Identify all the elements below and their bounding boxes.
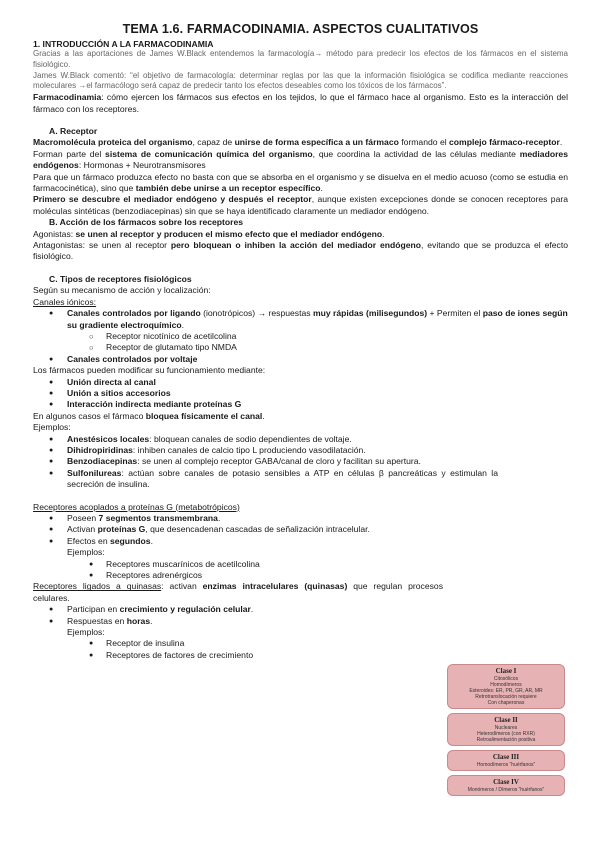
class-i-line: Esteroides: ER, PR, GR, AR, MR: [469, 688, 543, 694]
list-item: ○ Receptor nicotínico de acetilcolina: [33, 331, 568, 342]
class-ii-line: Retroalimentación positiva: [476, 737, 536, 743]
class-iv-title: Clase IV: [493, 778, 519, 786]
class-ii-title: Clase II: [494, 716, 518, 724]
list-item: ● Dihidropiridinas: inhiben canales de calcio tipo L produciendo vasodilatación.: [33, 445, 568, 456]
ejemplos-list: [33, 434, 568, 491]
list-item: ● Interacción indirecta mediante proteínas G: [33, 399, 568, 410]
list-item: ● Receptores muscarínicos de acetilcolina: [33, 559, 568, 570]
ejemplos-label: Ejemplos:: [33, 422, 71, 433]
receptor-paragraph-2: Forman parte del sistema de comunicación química del organismo, que coordina la actividad de las células mediante mediadores endógenos: Hormonas + Neurotransmisores: [33, 148, 568, 171]
canales-ionicos-heading: Canales iónicos:: [33, 296, 97, 307]
list-item: ● Poseen 7 segmentos transmembrana.: [33, 513, 443, 524]
class-ii-line: Heterodímeros (con RXR): [477, 731, 535, 737]
receptor-paragraph-4: Primero se descubre el mediador endógeno y después el receptor, aunque existen excepciones donde se conocen receptores para moléculas sintéticas (benzodiacepinas) sin que se haya identificado claramente un mediador endógeno.: [33, 194, 569, 216]
gprot-list: [33, 513, 443, 547]
class-ii-box: [447, 713, 565, 746]
list-item: ● Respuestas en horas.: [33, 616, 443, 627]
receptor-paragraph-1: Macromolécula proteica del organismo, capaz de unirse de forma específica a un fármaco formando el complejo fármaco-receptor.: [33, 137, 563, 148]
canales-list: [33, 308, 568, 365]
class-i-line: Citosólicos: [493, 676, 519, 682]
class-i-line: Con chaperonas: [487, 700, 525, 706]
class-i-box: [447, 664, 565, 709]
gprot-heading: Receptores acoplados a proteínas G (metabotrópicos): [33, 501, 240, 512]
modificar-paragraph: Los fármacos pueden modificar su funcionamiento mediante:: [33, 365, 266, 376]
gprot-ejemplos-label: Ejemplos:: [67, 547, 105, 558]
list-item: ● Sulfonilureas: actúan sobre canales de potasio sensibles a ATP en células β pancreáticas y estimulan la secreción de insulina.: [33, 468, 568, 491]
class-iii-title: Clase III: [492, 753, 520, 761]
list-item: ● Anestésicos locales: bloquean canales de sodio dependientes de voltaje.: [33, 434, 568, 445]
list-item: ● Receptores de factores de crecimiento: [33, 650, 568, 661]
list-item: ● Receptor de insulina: [33, 638, 568, 649]
class-iii-line: Homodímeros “huérfanos”: [476, 762, 536, 768]
section-heading-intro: 1. INTRODUCCIÓN A LA FARMACODINAMIA: [33, 39, 214, 49]
subheading-accion: B. Acción de los fármacos sobre los receptores: [49, 217, 244, 228]
quinasas-list: [33, 604, 443, 627]
class-i-line: Retrotranslocación requiere: [475, 694, 537, 700]
list-item: ● Benzodiacepinas: se unen al complejo receptor GABA/canal de cloro y facilitan su apertura.: [33, 456, 568, 467]
class-iv-line: Monómeros / Dímeros “huérfanos”: [467, 787, 545, 793]
class-iv-box: [447, 775, 565, 796]
subheading-tipos: C. Tipos de receptores fisiológicos: [49, 273, 192, 284]
list-item: ● Unión a sitios accesorios: [33, 388, 568, 399]
antagonistas-paragraph: Antagonistas: se unen al receptor pero bloquean o inhiben la acción del mediador endógeno, evitando que se produzca el efecto fisiológico.: [33, 240, 569, 262]
list-item: ● Activan proteínas G, que desencadenan cascadas de señalización intracelular.: [33, 524, 443, 535]
list-item: ● Efectos en segundos.: [33, 536, 443, 547]
class-i-line: Homodímeros: [490, 682, 522, 688]
list-item: ● Participan en crecimiento y regulación celular.: [33, 604, 443, 615]
farmacodinamia-definition: Farmacodinamia: cómo ejercen los fármacos sus efectos en los tejidos, lo que el fármaco hace al organismo. Esto es la interacción del fármaco con los receptores.: [33, 92, 568, 114]
modificar-list: [33, 377, 568, 411]
class-ii-line: Nucleares: [494, 725, 518, 731]
intro-grey-paragraph-2: James W.Black comentó: “el objetivo de farmacología: determinar reglas por las que la información fisiológica se codifica mediante reacciones moleculares →el farmacólogo será capaz de predecir tanto los efectos deseables como los tóxicos de los fármacos”.: [33, 70, 568, 91]
class-iii-box: [447, 750, 565, 771]
class-i-title: Clase I: [495, 667, 517, 675]
list-item: ● Canales controlados por ligando (ionotrópicos) → respuestas muy rápidas (milisegundos) + Permiten el paso de iones según su gradiente electroquímico.: [33, 308, 568, 331]
agonistas-paragraph: Agonistas: se unen al receptor y producen el mismo efecto que el mediador endógeno.: [33, 228, 385, 239]
page-title: TEMA 1.6. FARMACODINAMIA. ASPECTOS CUALITATIVOS: [122, 22, 479, 36]
document-page: [33, 22, 568, 661]
receptor-classes-figure: [447, 664, 565, 800]
farmacodinamia-term: Farmacodinamia: [33, 92, 102, 103]
intro-grey-paragraph-1: Gracias a las aportaciones de James W.Black entendemos la farmacología→ método para predecir los efectos de los fármacos en el sistema fisiológico.: [33, 49, 568, 69]
list-item: ○ Receptor de glutamato tipo NMDA: [33, 342, 568, 353]
subheading-receptor: A. Receptor: [49, 126, 98, 136]
list-item: ● Receptores adrenérgicos: [33, 570, 568, 581]
quinasas-ejemplos-label: Ejemplos:: [67, 627, 105, 638]
tipos-intro: Según su mecanismo de acción y localización:: [33, 285, 211, 296]
bloquea-paragraph: En algunos casos el fármaco bloquea físicamente el canal.: [33, 410, 265, 421]
quinasas-paragraph: Receptores ligados a quinasas: activan enzimas intracelulares (quinasas) que regulan procesos celulares.: [33, 581, 443, 603]
receptor-paragraph-3: Para que un fármaco produzca efecto no basta con que se absorba en el organismo y se disuelva en el medio acuoso (como se estudia en farmacocinética), sino que también debe unirse a un receptor específico.: [33, 171, 568, 194]
list-item: ● Unión directa al canal: [33, 377, 568, 388]
quinasas-ejemplos-list: [33, 638, 568, 661]
gprot-ejemplos-list: [33, 559, 568, 582]
list-item: ● Canales controlados por voltaje: [33, 354, 568, 365]
